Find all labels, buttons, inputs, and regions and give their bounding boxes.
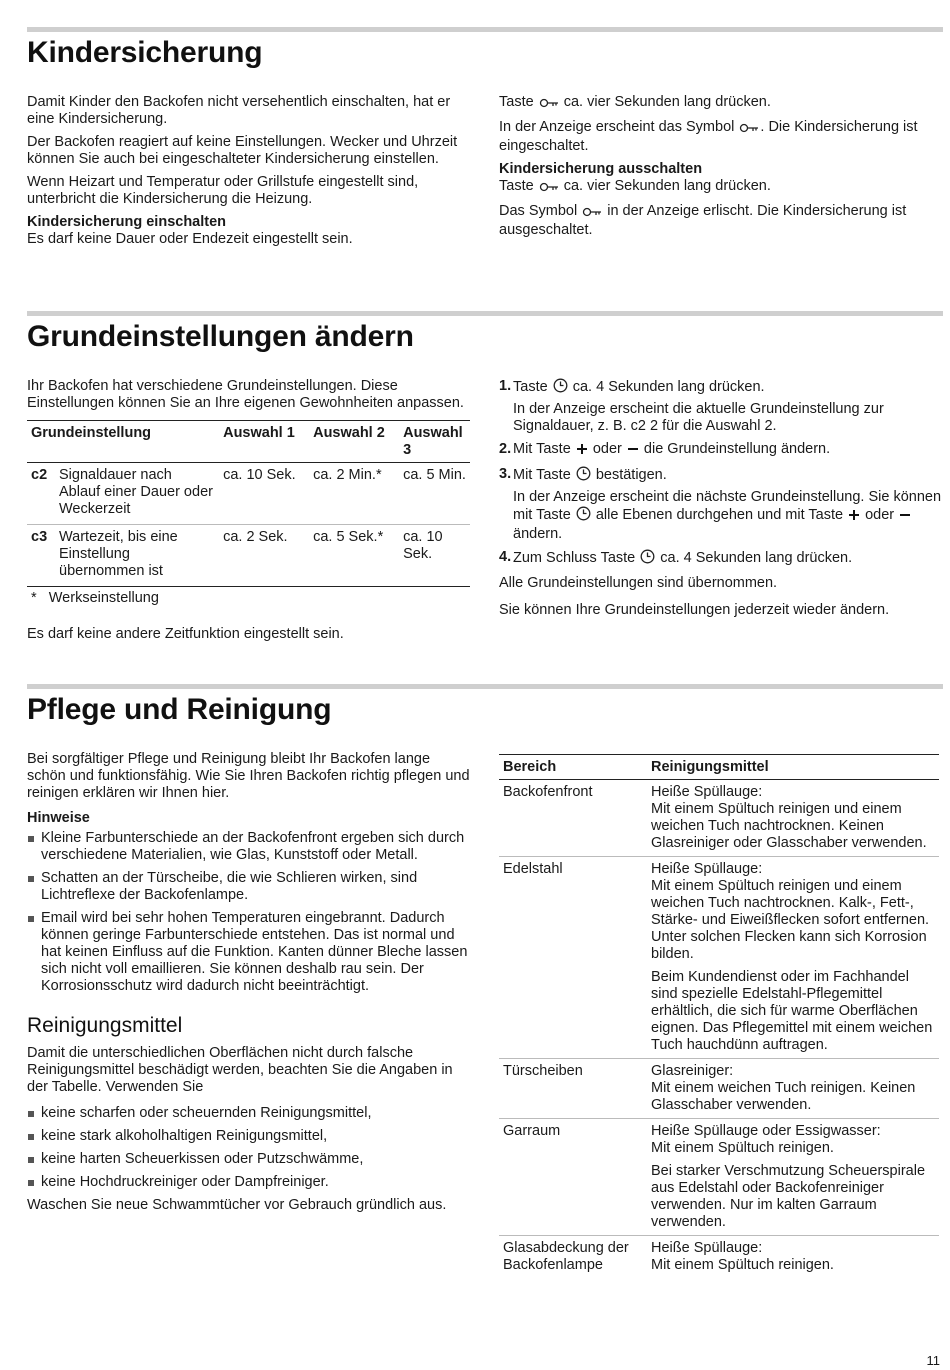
text: In der Anzeige erscheint die nächste Grundeinstellung. Sie können mit Taste <box>513 489 942 523</box>
table-cell: ca. 2 Min.* <box>309 463 399 525</box>
cleaner-cell <box>647 1119 939 1236</box>
table-row <box>499 857 939 1059</box>
text: Taste <box>513 379 548 395</box>
section-title-grundeinstellungen: Grundeinstellungen ändern <box>27 320 414 353</box>
table-header: Auswahl 3 <box>399 421 470 463</box>
text: bestätigen. <box>595 467 667 483</box>
step-3 <box>499 466 944 543</box>
list-item <box>27 1174 472 1191</box>
subheading: Hinweise <box>27 810 90 826</box>
text: keine Hochdruckreiniger oder Dampfreiniger. <box>41 1174 329 1190</box>
clock-icon <box>576 466 591 486</box>
paragraph: Alle Grundeinstellungen sind übernommen. <box>499 575 778 591</box>
footnote-mark: * <box>31 590 37 606</box>
pflege-left-column <box>27 751 472 1220</box>
text: Zum Schluss Taste <box>513 550 636 566</box>
cleaner-text: Heiße Spüllauge oder Essigwasser: Mit einem Spültuch reinigen. <box>651 1123 881 1156</box>
key-icon <box>539 180 559 197</box>
bullet-icon <box>28 1134 34 1140</box>
table-row <box>499 1119 939 1236</box>
paragraph: Der Backofen reagiert auf keine Einstellungen. Wecker und Uhrzeit können Sie auch bei eingeschalteter Kindersicherung einstellen. <box>27 134 458 167</box>
text: ändern. <box>513 526 563 542</box>
text: keine scharfen oder scheuernden Reinigungsmittel, <box>41 1105 372 1121</box>
cleaner-text: Heiße Spüllauge: Mit einem Spültuch reinigen und einem weichen Tuch nachtrocknen. Keinen Glasreiniger oder Glasschaber verwenden. <box>651 784 927 851</box>
clock-icon <box>640 549 655 569</box>
key-icon <box>739 121 759 138</box>
text: Email wird bei sehr hohen Temperaturen eingebrannt. Dadurch können geringe Farbunterschiede entstehen. Das ist normal und hat keinen Einfluss auf die Funktion. Kanten dünner Bleche lassen sich nicht voll emaillieren. Sie können deshalb rau sein. Der Korrosionsschutz wird dadurch nicht beeinträchtigt. <box>41 910 468 994</box>
paragraph <box>499 203 944 239</box>
text: Kleine Farbunterschiede an der Backofenfront ergeben sich durch verschiedene Materialien, wie Glas, Kunststoff oder Metall. <box>41 830 465 863</box>
setting-code: c3 <box>27 525 55 587</box>
minus-icon <box>899 509 911 526</box>
text: keine harten Scheuerkissen oder Putzschwämme, <box>41 1151 364 1167</box>
text: die Grundeinstellung ändern. <box>643 441 831 457</box>
step-detail: In der Anzeige erscheint die aktuelle Grundeinstellung zur Signaldauer, z. B. c2 2 für die Auswahl 2. <box>513 401 884 434</box>
subheading: Kindersicherung ausschalten <box>499 161 703 177</box>
text: alle Ebenen durchgehen und mit Taste <box>595 507 844 523</box>
minus-icon <box>627 443 639 460</box>
bullet-icon <box>28 876 34 882</box>
text: ca. 4 Sekunden lang drücken. <box>572 379 765 395</box>
step-number: 2. <box>499 441 512 457</box>
step-number: 4. <box>499 549 512 565</box>
text: oder <box>592 441 622 457</box>
text: Schatten an der Türscheibe, die wie Schlieren wirken, sind Lichtreflexe der Backofenlampe. <box>41 870 418 903</box>
paragraph: Es darf keine andere Zeitfunktion eingestellt sein. <box>27 626 344 642</box>
paragraph: Waschen Sie neue Schwammtücher vor Gebrauch gründlich aus. <box>27 1197 447 1213</box>
paragraph: Damit Kinder den Backofen nicht versehentlich einschalten, hat er eine Kindersicherung. <box>27 94 451 127</box>
step-number: 3. <box>499 466 512 482</box>
step-1 <box>499 378 944 435</box>
cleaner-text: Heiße Spüllauge: Mit einem Spültuch reinigen. <box>651 1240 834 1273</box>
table-footnote <box>27 590 472 607</box>
paragraph: Es darf keine Dauer oder Endezeit eingestellt sein. <box>27 231 353 247</box>
text: in der Anzeige erlischt. Die Kindersicherung ist ausgeschaltet. <box>499 203 907 238</box>
table-cell: ca. 10 Sek. <box>399 525 470 587</box>
paragraph: Bei sorgfältiger Pflege und Reinigung bleibt Ihr Backofen lange schön und funktionsfähig. Wie Sie Ihren Backofen richtig pflegen und reinigen erklären wir Ihnen hier. <box>27 751 470 801</box>
subsection-title: Reinigungsmittel <box>27 1014 183 1037</box>
text: keine stark alkoholhaltigen Reinigungsmittel, <box>41 1128 328 1144</box>
kinder-left-column <box>27 94 472 254</box>
bullet-icon <box>28 1111 34 1117</box>
text: Das Symbol <box>499 203 578 219</box>
cleaner-cell <box>647 1236 939 1279</box>
area-cell: Garraum <box>499 1119 647 1236</box>
area-cell: Türscheiben <box>499 1059 647 1119</box>
key-icon <box>539 96 559 113</box>
step-detail <box>513 489 944 543</box>
paragraph <box>499 119 944 155</box>
table-cell: ca. 5 Min. <box>399 463 470 525</box>
bullet-icon <box>28 836 34 842</box>
table-row <box>27 463 470 525</box>
text: Taste <box>499 94 534 110</box>
table-cell: ca. 2 Sek. <box>219 525 309 587</box>
table-cell: ca. 10 Sek. <box>219 463 309 525</box>
plus-icon <box>848 509 860 526</box>
bullet-icon <box>28 1180 34 1186</box>
text: In der Anzeige erscheint das Symbol <box>499 119 735 135</box>
table-header: Grundeinstellung <box>27 421 219 463</box>
text: Mit Taste <box>513 467 571 483</box>
cleaner-text: Glasreiniger: Mit einem weichen Tuch reinigen. Keinen Glasschaber verwenden. <box>651 1063 916 1113</box>
section-title-kindersicherung: Kindersicherung <box>27 36 263 69</box>
text: Taste <box>499 178 534 194</box>
grund-left-column <box>27 378 472 649</box>
paragraph <box>499 178 944 197</box>
text: ca. 4 Sekunden lang drücken. <box>660 550 853 566</box>
list-item <box>27 910 472 995</box>
cleaner-text: Beim Kundendienst oder im Fachhandel sind spezielle Edelstahl-Pflegemittel erhältlich, die sich für warme Oberflächen eignen. Das Pflegemittel mit einem weichen Tuch hauchdünn auftragen. <box>651 969 933 1053</box>
section-rule <box>27 684 943 689</box>
text: . Die Kindersicherung ist eingeschaltet. <box>499 119 918 154</box>
cleaner-cell <box>647 1059 939 1119</box>
paragraph <box>499 94 944 113</box>
area-cell: Backofenfront <box>499 780 647 857</box>
page-number: 11 <box>926 1353 940 1368</box>
paragraph: Wenn Heizart und Temperatur oder Grillstufe eingestellt sind, unterbricht die Kindersicherung die Heizung. <box>27 174 419 207</box>
list-item <box>27 870 472 904</box>
section-rule <box>27 311 943 316</box>
list-item <box>27 830 472 864</box>
table-row <box>27 525 470 587</box>
bullet-icon <box>28 1157 34 1163</box>
paragraph: Ihr Backofen hat verschiedene Grundeinstellungen. Diese Einstellungen können Sie an Ihre eigenen Gewohnheiten anpassen. <box>27 378 464 411</box>
text: oder <box>865 507 895 523</box>
table-header: Bereich <box>499 755 647 780</box>
grundeinstellungen-table <box>27 420 470 587</box>
paragraph: Sie können Ihre Grundeinstellungen jederzeit wieder ändern. <box>499 602 890 618</box>
table-row <box>499 1236 939 1279</box>
table-row <box>499 780 939 857</box>
grund-right-column <box>499 378 944 625</box>
kinder-right-column <box>499 94 944 245</box>
text: ca. vier Sekunden lang drücken. <box>563 94 771 110</box>
cleaner-cell <box>647 857 939 1059</box>
list-item <box>27 1128 472 1145</box>
text: ca. vier Sekunden lang drücken. <box>563 178 771 194</box>
setting-code: c2 <box>27 463 55 525</box>
setting-label: Wartezeit, bis eine Einstellung übernommen ist <box>55 525 219 587</box>
list-item <box>27 1105 472 1122</box>
table-header: Auswahl 2 <box>309 421 399 463</box>
area-cell: Edelstahl <box>499 857 647 1059</box>
plus-icon <box>576 443 588 460</box>
pflege-right-column <box>499 754 939 1278</box>
section-rule <box>27 27 943 32</box>
key-icon <box>582 205 602 222</box>
cleaner-text: Bei starker Verschmutzung Scheuerspirale aus Edelstahl oder Backofenreiniger verwenden. Nur im kalten Garraum verwenden. <box>651 1163 926 1230</box>
footnote-text: Werkseinstellung <box>48 590 159 606</box>
cleaner-text: Heiße Spüllauge: Mit einem Spültuch reinigen und einem weichen Tuch nachtrocknen. Kalk-, Fett-, Stärke- und Eiweißflecken sofort entfernen. Unter solchen Flecken kann sich Korrosion bilden. <box>651 861 930 962</box>
setting-label: Signaldauer nach Ablauf einer Dauer oder Weckerzeit <box>55 463 219 525</box>
section-title-pflege: Pflege und Reinigung <box>27 693 332 726</box>
table-header: Auswahl 1 <box>219 421 309 463</box>
step-number: 1. <box>499 378 512 394</box>
area-cell: Glasabdeckung der Backofenlampe <box>503 1240 629 1273</box>
table-row <box>499 1059 939 1119</box>
cleaner-cell <box>647 780 939 857</box>
step-4 <box>499 549 944 569</box>
subheading: Kindersicherung einschalten <box>27 214 227 230</box>
clock-icon <box>553 378 568 398</box>
table-cell: ca. 5 Sek.* <box>309 525 399 587</box>
paragraph: Damit die unterschiedlichen Oberflächen nicht durch falsche Reinigungsmittel beschädigt werden, beachten Sie die Angaben in der Tabelle. Verwenden Sie <box>27 1045 453 1095</box>
list-item <box>27 1151 472 1168</box>
bullet-icon <box>28 916 34 922</box>
clock-icon <box>576 506 591 526</box>
step-2 <box>499 441 944 460</box>
reinigungsmittel-table <box>499 754 939 1278</box>
text: Mit Taste <box>513 441 571 457</box>
table-header: Reinigungsmittel <box>647 755 939 780</box>
